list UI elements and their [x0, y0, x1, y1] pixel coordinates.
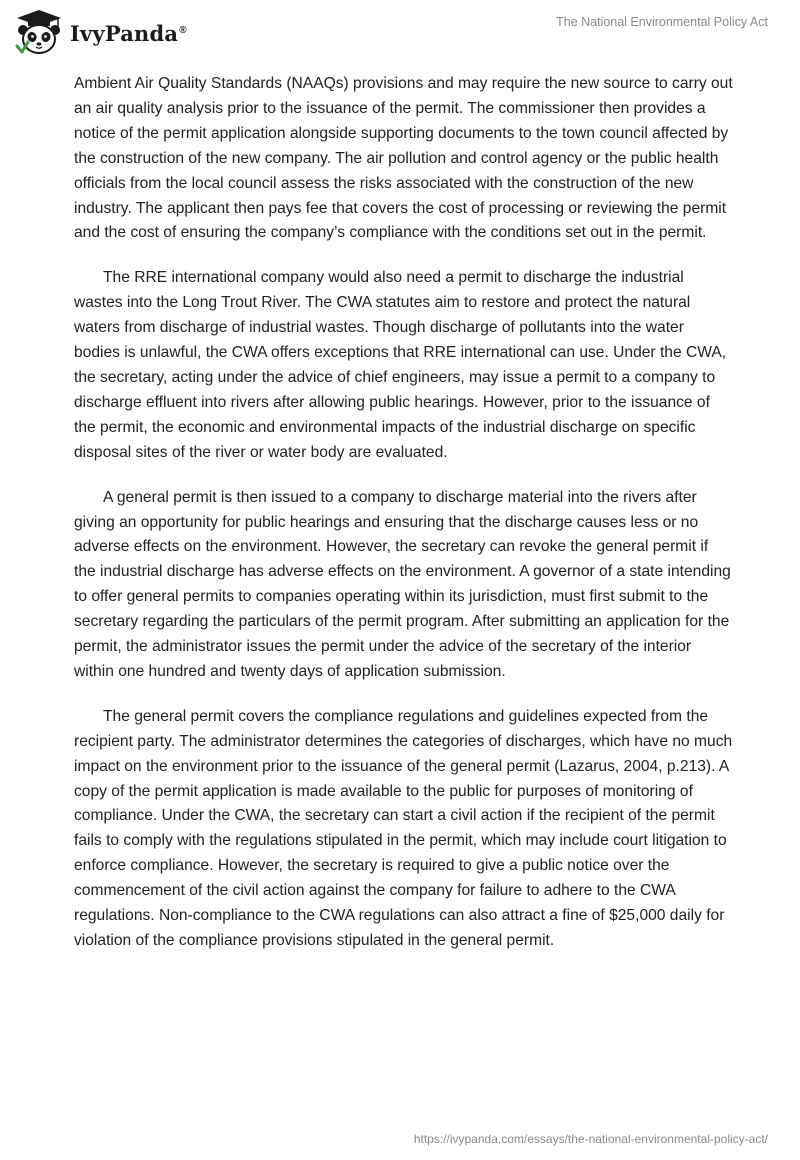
- source-url[interactable]: https://ivypanda.com/essays/the-national-environmental-policy-act/: [413, 1132, 768, 1146]
- essay-body: [74, 72, 734, 974]
- paragraph: The general permit covers the compliance regulations and guidelines expected from the recipient party. The administrator determines the categories of discharges, which have no much impact on the environment prior to the issuance of the general permit (Lazarus, 2004, p.213). A copy of the permit application is made available to the public for purposes of monitoring of compliance. Under the CWA, the secretary can start a civil action if the recipient of the permit fails to comply with the regulations stipulated in the permit, which may include court litigation to enforce compliance. However, the secretary is required to give a public notice over the commencement of the civil action against the company for failure to adhere to the CWA regulations. Non-compliance to the CWA regulations can also attract a fine of $25,000 daily for violation of the compliance provisions stipulated in the general permit.: [74, 707, 733, 949]
- paragraph: A general permit is then issued to a company to discharge material into the rivers after giving an opportunity for public hearings and ensuring that the discharge causes less or no adverse effects on the environment. However, the secretary can revoke the general permit if the industrial discharge has adverse effects on the environment. A governor of a state intending to offer general permits to companies operating within its jurisdiction, must first submit to the secretary regarding the particulars of the permit program. After submitting an application for the permit, the administrator issues the permit under the advice of the secretary of the interior within one hundred and twenty days of application submission.: [74, 488, 731, 680]
- panda-graduation-cap-icon: [14, 8, 64, 56]
- paragraph: The RRE international company would also need a permit to discharge the industrial wastes into the Long Trout River. The CWA statutes aim to restore and protect the natural waters from discharge of industrial wastes. Though discharge of pollutants into the water bodies is unlawful, the CWA offers exceptions that RRE international can use. Under the CWA, the secretary, acting under the advice of chief engineers, may issue a permit to a company to discharge effluent into rivers after allowing public hearings. However, prior to the issuance of the permit, the economic and environmental impacts of the industrial discharge on specific disposal sites of the river or water body are evaluated.: [74, 269, 727, 461]
- logo-text: IvyPanda: [70, 20, 179, 46]
- logo-wordmark: [70, 21, 187, 46]
- registered-mark: ®: [179, 24, 187, 36]
- ivypanda-logo[interactable]: [14, 8, 187, 56]
- paragraph: Ambient Air Quality Standards (NAAQs) provisions and may require the new source to carry out an air quality analysis prior to the issuance of the permit. The commissioner then provides a notice of the permit application alongside supporting documents to the town council affected by the construction of the new company. The air pollution and control agency or the public health officials from the local council assess the risks associated with the construction of the new industry. The applicant then pays fee that covers the cost of processing or reviewing the permit and the cost of ensuring the company’s compliance with the conditions set out in the permit.: [74, 75, 733, 242]
- page-header: [0, 0, 800, 60]
- document-title: The National Environmental Policy Act: [556, 15, 768, 29]
